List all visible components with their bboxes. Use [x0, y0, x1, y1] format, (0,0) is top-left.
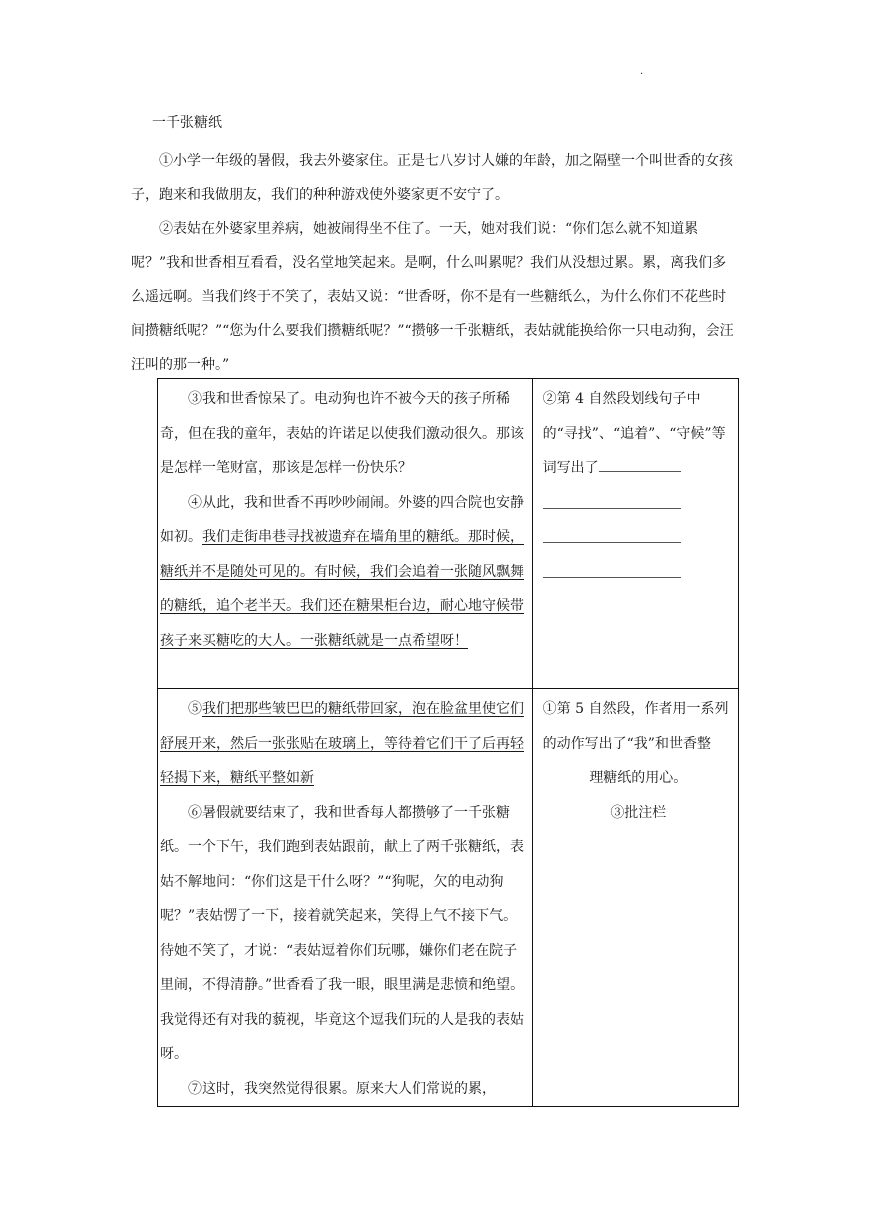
paragraph-4-text: ④从此，我和世香不再吵吵闹闹。外婆的四合院也安静如初。 [160, 494, 524, 545]
answer-blank[interactable] [599, 470, 681, 472]
underlined-sentences: 我们走街串巷寻找被遗弃在墙角里的糖纸。那时候，糖纸并不是随处可见的。有时候，我们会追着一张随风飘舞的糖纸，追个老半天。我们还在糖果柜台边，耐心地守候带孩子来买糖吃的大人。一张糖纸就是一点希望呀！ [160, 529, 524, 649]
question-1-continued: 理糖纸的用心。 [589, 770, 688, 786]
answer-line[interactable] [543, 555, 734, 590]
annotation-table [157, 378, 739, 1107]
answer-line[interactable] [543, 486, 734, 521]
paragraph-2: ②表姑在外婆家里养病，她被闹得坐不住了。一天，她对我们说：“你们怎么就不知道累呢？”我和世香相互看看，没名堂地笑起来。是啊，什么叫累呢？我们从没想过累。累，离我们多么遥远啊。当我们终于不笑了，表姑又说：“世香呀，你不是有一些糖纸么，为什么你们不花些时间攒糖纸呢？”“您为什么要我们攒糖纸呢？”“攒够一千张糖纸，表姑就能换给你一只电动狗，会汪汪叫的那一种。” [131, 221, 734, 373]
paragraph-5 [160, 692, 530, 796]
text-cell [158, 379, 533, 689]
paragraph-1: ①小学一年级的暑假，我去外婆家住。正是七八岁讨人嫌的年龄，加之隔壁一个叫世香的女孩子，跑来和我做朋友，我们的种种游戏使外婆家更不安宁了。 [131, 153, 733, 203]
paragraph-4 [160, 486, 530, 659]
note-cell [532, 689, 738, 1107]
question-1: ①第 5 自然段，作者用一系列的动作写出了“我”和世香整 [542, 701, 729, 752]
answer-line[interactable] [543, 520, 734, 555]
paragraph-5-prefix: ⑤ [188, 701, 202, 717]
article-title: 一千张糖纸 [152, 115, 222, 131]
text-cell [158, 689, 533, 1107]
paragraph-7: ⑦这时，我突然觉得很累。原来大人们常说的累， [188, 1080, 496, 1097]
annotation-column-label: ③批注栏 [610, 804, 667, 821]
table-row [158, 689, 739, 1107]
intro-paragraphs [131, 144, 738, 382]
paragraph-3: ③我和世香惊呆了。电动狗也许不被今天的孩子所稀奇，但在我的童年，表姑的许诺足以使我们激动很久。那该是怎样一笔财富，那该是怎样一份快乐？ [160, 391, 524, 476]
question-2 [543, 382, 734, 486]
note-cell [532, 379, 738, 689]
paragraph-6: ⑥暑假就要结束了，我和世香每人都攒够了一千张糖纸。一个下午，我们跑到表姑跟前，献上了两千张糖纸，表姑不解地问：“你们这是干什么呀？”“狗呢，欠的电动狗呢？”表姑愣了一下，接着就笑起来，笑得上气不接下气。待她不笑了，才说：“表姑逗着你们玩哪，嫌你们老在院子里闹，不得清静。”世香看了我一眼，眼里满是悲愤和绝望。我觉得还有对我的藐视，毕竟这个逗我们玩的人是我的表姑呀。 [160, 804, 525, 1062]
question-2-text: ②第 4 自然段划线句子中的“寻找”、“追着”、“守候”等词写出了 [542, 391, 726, 476]
underlined-sentences: 我们把那些皱巴巴的糖纸带回家，泡在脸盆里使它们舒展开来，然后一张张贴在玻璃上，等待着它们干了后再轻轻揭下来，糖纸平整如新 [160, 701, 524, 786]
corner-mark: . [640, 66, 644, 77]
table-row [158, 379, 739, 689]
